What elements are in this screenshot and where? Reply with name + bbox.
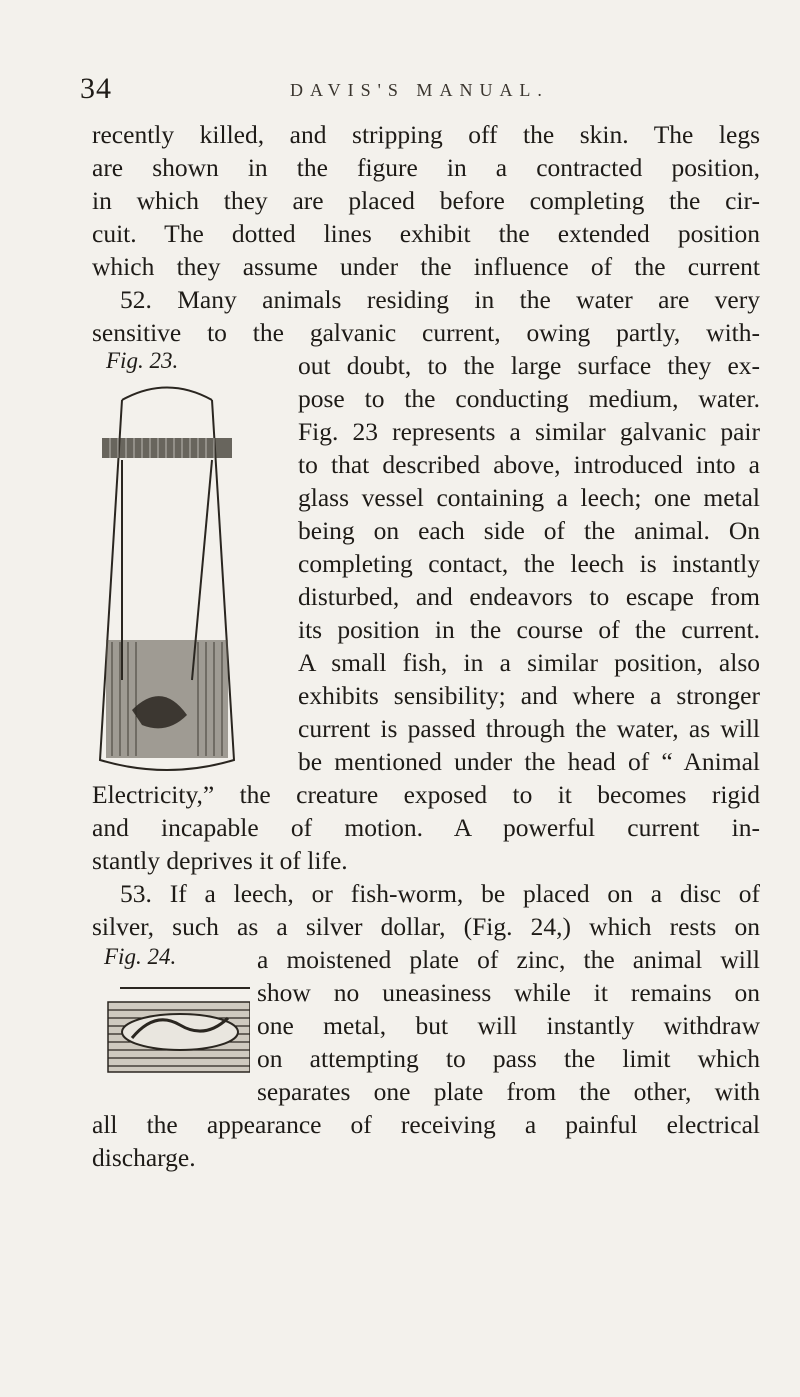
text-line: show no uneasiness while it remains on: [257, 978, 760, 1007]
text-line: and incapable of motion. A powerful current in-: [92, 813, 760, 842]
text-line: out doubt, to the large surface they ex-: [298, 351, 760, 380]
text-line: Electricity,” the creature exposed to it becomes rigid: [92, 780, 760, 809]
text-line: its position in the course of the current.: [298, 615, 760, 644]
text-line: all the appearance of receiving a painful electrical: [92, 1110, 760, 1139]
running-title: DAVIS'S MANUAL.: [290, 80, 549, 100]
text-line: recently killed, and stripping off the skin. The legs: [92, 120, 760, 149]
text-line: being on each side of the animal. On: [298, 516, 760, 545]
page-number: 34: [80, 72, 112, 105]
paragraph-52-start: 52. Many animals residing in the water are very: [120, 285, 760, 314]
text-line: are shown in the figure in a contracted position,: [92, 153, 760, 182]
figure-24-label: Fig. 24.: [104, 944, 177, 969]
text-line: in which they are placed before completing the cir-: [92, 186, 760, 215]
text-line: which they assume under the influence of the current: [92, 252, 760, 281]
text-line: a moistened plate of zinc, the animal will: [257, 945, 760, 974]
text-line: completing contact, the leech is instantly: [298, 549, 760, 578]
text-line: Fig. 23 represents a similar galvanic pair: [298, 417, 760, 446]
text-line: current is passed through the water, as will: [298, 714, 760, 743]
text-line: separates one plate from the other, with: [257, 1077, 760, 1106]
text-line: pose to the conducting medium, water.: [298, 384, 760, 413]
figure-23-glass-vessel-illustration: [92, 380, 242, 778]
text-line: one metal, but will instantly withdraw: [257, 1011, 760, 1040]
text-line: cuit. The dotted lines exhibit the extended position: [92, 219, 760, 248]
text-line: discharge.: [92, 1143, 196, 1172]
text-line: stantly deprives it of life.: [92, 846, 348, 875]
text-line: on attempting to pass the limit which: [257, 1044, 760, 1073]
text-line: be mentioned under the head of “ Animal: [298, 747, 760, 776]
text-line: disturbed, and endeavors to escape from: [298, 582, 760, 611]
text-line: glass vessel containing a leech; one metal: [298, 483, 760, 512]
paragraph-53-start: 53. If a leech, or fish-worm, be placed on a disc of: [120, 879, 760, 908]
text-line: A small fish, in a similar position, also: [298, 648, 760, 677]
text-line: sensitive to the galvanic current, owing partly, with-: [92, 318, 760, 347]
text-line: exhibits sensibility; and where a stronger: [298, 681, 760, 710]
text-line: silver, such as a silver dollar, (Fig. 24,) which rests on: [92, 912, 760, 941]
figure-23-label: Fig. 23.: [106, 348, 179, 373]
text-line: to that described above, introduced into a: [298, 450, 760, 479]
figure-24-coin-on-zinc-plate-illustration: [100, 980, 250, 1095]
